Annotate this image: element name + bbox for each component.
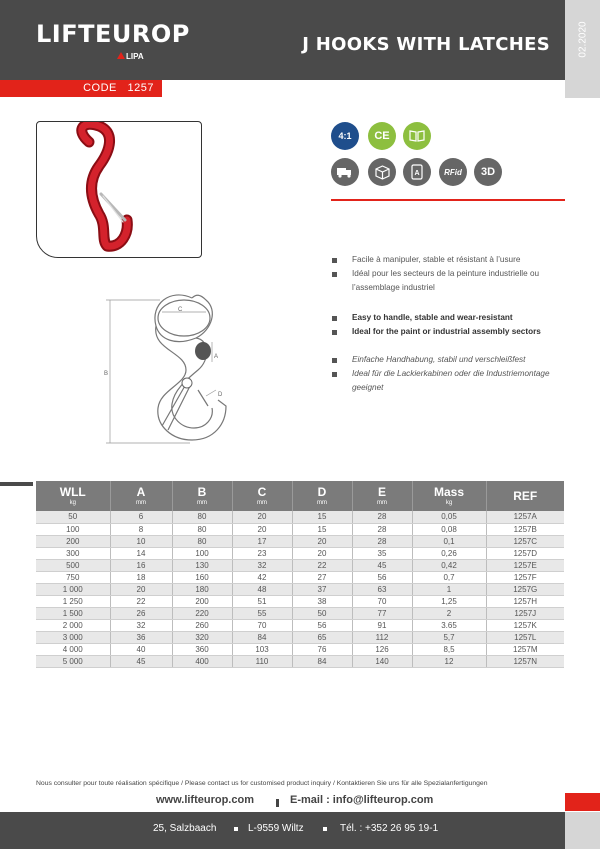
features-german bbox=[331, 353, 561, 395]
table-cell: 28 bbox=[352, 511, 412, 523]
table-cell: 100 bbox=[36, 523, 110, 535]
section-divider bbox=[331, 199, 565, 201]
table-cell: 1,25 bbox=[412, 595, 486, 607]
label-a: A bbox=[214, 354, 219, 360]
table-marker bbox=[0, 482, 33, 486]
feature-item: Idéal pour les secteurs de la peinture industrielle ou l’assemblage industriel bbox=[331, 267, 561, 295]
table-cell: 1257E bbox=[486, 559, 564, 571]
table-row bbox=[36, 655, 564, 667]
separator bbox=[276, 799, 279, 807]
feature-item: Facile à manipuler, stable et résistant à l’usure bbox=[331, 253, 561, 267]
table-cell: 80 bbox=[172, 535, 232, 547]
table-cell: 12 bbox=[412, 655, 486, 667]
table-cell: 100 bbox=[172, 547, 232, 559]
table-row bbox=[36, 523, 564, 535]
table-cell: 80 bbox=[172, 523, 232, 535]
header-d: D mm bbox=[292, 481, 352, 511]
table-cell: 15 bbox=[292, 523, 352, 535]
table-cell: 140 bbox=[352, 655, 412, 667]
table-cell: 200 bbox=[172, 595, 232, 607]
table-cell: 76 bbox=[292, 643, 352, 655]
brand-logo-sub: LIPA bbox=[126, 52, 144, 61]
table-cell: 20 bbox=[232, 523, 292, 535]
table-cell: 130 bbox=[172, 559, 232, 571]
table-cell: 8,5 bbox=[412, 643, 486, 655]
table-cell: 1257H bbox=[486, 595, 564, 607]
page-title: J HOOKS WITH LATCHES bbox=[302, 34, 550, 55]
table-cell: 2 000 bbox=[36, 619, 110, 631]
table-cell: 50 bbox=[36, 511, 110, 523]
table-cell: 28 bbox=[352, 535, 412, 547]
table-cell: 50 bbox=[292, 607, 352, 619]
label-b: B bbox=[104, 371, 109, 377]
separator bbox=[234, 827, 238, 831]
table-cell: 56 bbox=[352, 571, 412, 583]
table-row bbox=[36, 547, 564, 559]
email-link[interactable]: E-mail : info@lifteurop.com bbox=[290, 794, 434, 806]
table-cell: 110 bbox=[232, 655, 292, 667]
specifications-table bbox=[36, 481, 564, 668]
table-cell: 84 bbox=[292, 655, 352, 667]
table-cell: 360 bbox=[172, 643, 232, 655]
latch-pin bbox=[182, 378, 192, 388]
safety-factor-badge-icon: 4:1 bbox=[331, 122, 359, 150]
header-e: E mm bbox=[352, 481, 412, 511]
table-cell: 1257M bbox=[486, 643, 564, 655]
feature-item: Easy to handle, stable and wear-resistant bbox=[331, 311, 561, 325]
table-cell: 260 bbox=[172, 619, 232, 631]
table-cell: 300 bbox=[36, 547, 110, 559]
table-row bbox=[36, 631, 564, 643]
issue-date: 02.2020 bbox=[577, 21, 589, 58]
custom-inquiry-note: Nous consulter pour toute réalisation spécifique / Please contact us for customised product inquiry / Kontaktieren Sie uns für alle Spezialanfertigungen bbox=[36, 780, 488, 787]
table-cell: 32 bbox=[110, 619, 172, 631]
table-row bbox=[36, 571, 564, 583]
table-cell: 56 bbox=[292, 619, 352, 631]
page-header bbox=[0, 0, 565, 80]
table-cell: 35 bbox=[352, 547, 412, 559]
table-cell: 63 bbox=[352, 583, 412, 595]
table-cell: 3 000 bbox=[36, 631, 110, 643]
table-cell: 126 bbox=[352, 643, 412, 655]
table-cell: 17 bbox=[232, 535, 292, 547]
table-cell: 36 bbox=[110, 631, 172, 643]
table-cell: 750 bbox=[36, 571, 110, 583]
table-cell: 26 bbox=[110, 607, 172, 619]
header-mass: Mass kg bbox=[412, 481, 486, 511]
logo-triangle-icon bbox=[117, 52, 125, 59]
table-cell: 1 000 bbox=[36, 583, 110, 595]
table-cell: 14 bbox=[110, 547, 172, 559]
features-english bbox=[331, 311, 561, 339]
table-cell: 1 500 bbox=[36, 607, 110, 619]
address-street: 25, Salzbaach bbox=[153, 823, 217, 834]
table-cell: 18 bbox=[110, 571, 172, 583]
table-cell: 1257B bbox=[486, 523, 564, 535]
table-cell: 8 bbox=[110, 523, 172, 535]
feature-item: Ideal für die Lackierkabinen oder die Industriemontage geeignet bbox=[331, 367, 561, 395]
ce-mark-icon: CE bbox=[368, 122, 396, 150]
table-row bbox=[36, 583, 564, 595]
table-cell: 5,7 bbox=[412, 631, 486, 643]
table-cell: 0,05 bbox=[412, 511, 486, 523]
table-cell: 1 250 bbox=[36, 595, 110, 607]
dimension-drawing bbox=[100, 280, 250, 465]
product-photo-frame bbox=[36, 121, 202, 258]
manual-book-icon bbox=[403, 122, 431, 150]
rfid-icon: RFid bbox=[439, 158, 467, 186]
brand-logo: LIFTEUROP bbox=[36, 20, 190, 48]
3d-model-icon: 3D bbox=[474, 158, 502, 186]
spring-hatch bbox=[195, 342, 211, 360]
table-cell: 160 bbox=[172, 571, 232, 583]
table-row bbox=[36, 607, 564, 619]
package-box-icon bbox=[368, 158, 396, 186]
table-cell: 1257L bbox=[486, 631, 564, 643]
table-cell: 84 bbox=[232, 631, 292, 643]
table-cell: 45 bbox=[352, 559, 412, 571]
table-cell: 20 bbox=[232, 511, 292, 523]
table-cell: 1257G bbox=[486, 583, 564, 595]
table-cell: 500 bbox=[36, 559, 110, 571]
table-cell: 20 bbox=[110, 583, 172, 595]
features-french bbox=[331, 253, 561, 295]
delivery-truck-icon bbox=[331, 158, 359, 186]
table-cell: 37 bbox=[292, 583, 352, 595]
table-cell: 0,08 bbox=[412, 523, 486, 535]
product-code: CODE 1257 bbox=[83, 82, 154, 94]
website-link[interactable]: www.lifteurop.com bbox=[156, 794, 254, 806]
table-cell: 70 bbox=[232, 619, 292, 631]
table-cell: 400 bbox=[172, 655, 232, 667]
table-row bbox=[36, 643, 564, 655]
table-row bbox=[36, 595, 564, 607]
table-cell: 27 bbox=[292, 571, 352, 583]
table-cell: 10 bbox=[110, 535, 172, 547]
table-cell: 1257A bbox=[486, 511, 564, 523]
table-cell: 220 bbox=[172, 607, 232, 619]
table-cell: 1257K bbox=[486, 619, 564, 631]
header-a: A mm bbox=[110, 481, 172, 511]
table-cell: 20 bbox=[292, 535, 352, 547]
product-code-bar bbox=[0, 80, 162, 97]
table-cell: 5 000 bbox=[36, 655, 110, 667]
table-header-row bbox=[36, 481, 564, 511]
table-row bbox=[36, 535, 564, 547]
table-cell: 0,42 bbox=[412, 559, 486, 571]
page-footer bbox=[0, 812, 565, 849]
table-cell: 1257J bbox=[486, 607, 564, 619]
table-cell: 6 bbox=[110, 511, 172, 523]
red-j-hook-image bbox=[37, 122, 203, 259]
table-cell: 51 bbox=[232, 595, 292, 607]
table-cell: 22 bbox=[292, 559, 352, 571]
table-cell: 3.65 bbox=[412, 619, 486, 631]
table-cell: 0,7 bbox=[412, 571, 486, 583]
table-cell: 48 bbox=[232, 583, 292, 595]
table-cell: 2 bbox=[412, 607, 486, 619]
table-cell: 40 bbox=[110, 643, 172, 655]
table-cell: 20 bbox=[292, 547, 352, 559]
separator bbox=[323, 827, 327, 831]
table-cell: 80 bbox=[172, 511, 232, 523]
table-cell: 42 bbox=[232, 571, 292, 583]
mobile-app-icon bbox=[403, 158, 431, 186]
table-cell: 1257C bbox=[486, 535, 564, 547]
table-cell: 15 bbox=[292, 511, 352, 523]
table-cell: 38 bbox=[292, 595, 352, 607]
table-cell: 320 bbox=[172, 631, 232, 643]
table-cell: 70 bbox=[352, 595, 412, 607]
table-cell: 112 bbox=[352, 631, 412, 643]
table-cell: 22 bbox=[110, 595, 172, 607]
table-cell: 180 bbox=[172, 583, 232, 595]
table-cell: 16 bbox=[110, 559, 172, 571]
feature-item: Einfache Handhabung, stabil und verschleißfest bbox=[331, 353, 561, 367]
table-cell: 0,26 bbox=[412, 547, 486, 559]
table-cell: 103 bbox=[232, 643, 292, 655]
address-city: L-9559 Wiltz bbox=[248, 823, 304, 834]
table-cell: 32 bbox=[232, 559, 292, 571]
header-wll: WLL kg bbox=[36, 481, 110, 511]
table-cell: 1 bbox=[412, 583, 486, 595]
red-corner-accent bbox=[565, 793, 600, 811]
table-cell: 65 bbox=[292, 631, 352, 643]
table-row bbox=[36, 511, 564, 523]
table-cell: 23 bbox=[232, 547, 292, 559]
table-cell: 91 bbox=[352, 619, 412, 631]
footer-side-tab bbox=[565, 812, 600, 849]
table-cell: 77 bbox=[352, 607, 412, 619]
header-ref: REF bbox=[486, 481, 564, 511]
header-b: B mm bbox=[172, 481, 232, 511]
svg-text:A: A bbox=[414, 170, 420, 177]
header-c: C mm bbox=[232, 481, 292, 511]
table-row bbox=[36, 559, 564, 571]
table-cell: 55 bbox=[232, 607, 292, 619]
table-cell: 4 000 bbox=[36, 643, 110, 655]
label-c: C bbox=[178, 307, 183, 313]
contact-web-row bbox=[0, 793, 565, 813]
table-cell: 200 bbox=[36, 535, 110, 547]
table-cell: 28 bbox=[352, 523, 412, 535]
table-cell: 1257N bbox=[486, 655, 564, 667]
table-cell: 1257D bbox=[486, 547, 564, 559]
label-d: D bbox=[218, 392, 223, 398]
table-cell: 0,1 bbox=[412, 535, 486, 547]
feature-item: Ideal for the paint or industrial assembly sectors bbox=[331, 325, 561, 339]
phone-number: Tél. : +352 26 95 19-1 bbox=[340, 823, 439, 834]
table-cell: 1257F bbox=[486, 571, 564, 583]
table-row bbox=[36, 619, 564, 631]
table-cell: 45 bbox=[110, 655, 172, 667]
